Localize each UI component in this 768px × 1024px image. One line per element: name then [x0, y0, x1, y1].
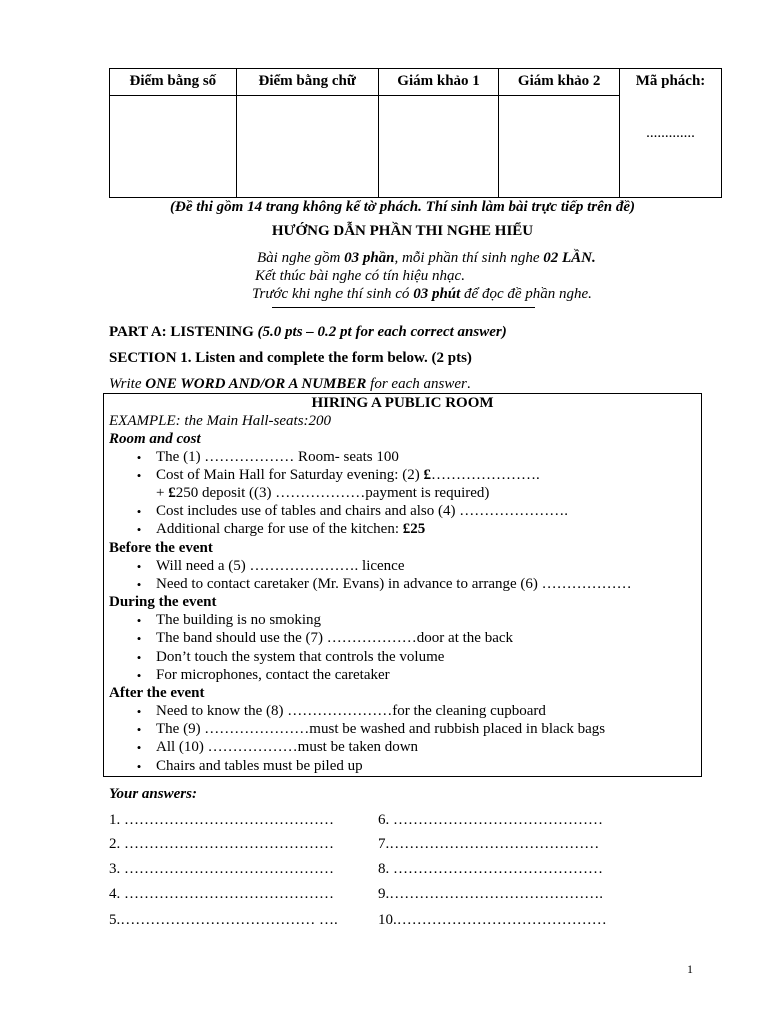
- answer-4[interactable]: 4. ……………………………………: [109, 886, 334, 902]
- answer-3[interactable]: 3. ……………………………………: [109, 861, 334, 877]
- answers-label: Your answers:: [109, 786, 197, 802]
- during-heading: During the event: [109, 594, 217, 610]
- item-7: The band should use the (7) ………………door at the back: [156, 630, 514, 646]
- answer-8[interactable]: 8. ……………………………………: [378, 861, 603, 877]
- answer-6[interactable]: 6. ……………………………………: [378, 812, 603, 828]
- item-6: Need to contact caretaker (Mr. Evans) in advance to arrange (6) ………………: [156, 576, 632, 592]
- guide-divider: [272, 307, 535, 308]
- bullet: •: [136, 704, 142, 719]
- examiner1-header: Giám khảo 1: [378, 69, 499, 96]
- answer-10[interactable]: 10.……………………………………: [378, 912, 607, 928]
- bullet: •: [136, 577, 142, 592]
- bullet: •: [136, 450, 142, 465]
- answer-2[interactable]: 2. ……………………………………: [109, 836, 334, 852]
- score-number-header: Điểm bằng số: [110, 69, 237, 96]
- score-table: [109, 68, 722, 198]
- answer-1[interactable]: 1. ……………………………………: [109, 812, 334, 828]
- item-9: The (9) …………………must be washed and rubbish placed in black bags: [156, 721, 606, 737]
- guide-line3: Trước khi nghe thí sinh có 03 phút để đọc đề phần nghe.: [252, 286, 592, 302]
- kitchen-charge: Additional charge for use of the kitchen: £25: [156, 521, 426, 537]
- examiner1-cell[interactable]: [378, 96, 499, 198]
- form-example: EXAMPLE: the Main Hall-seats:200: [109, 413, 332, 429]
- score-number-cell[interactable]: [110, 96, 237, 198]
- item-10: All (10) ………………must be taken down: [156, 739, 419, 755]
- bullet: •: [136, 650, 142, 665]
- bullet: •: [136, 631, 142, 646]
- score-words-cell[interactable]: [236, 96, 378, 198]
- bullet: •: [136, 668, 142, 683]
- answer-7[interactable]: 7.……………………………………: [378, 836, 600, 852]
- bullet: •: [136, 740, 142, 755]
- item-1: The (1) ……………… Room- seats 100: [156, 449, 399, 465]
- after-heading: After the event: [109, 685, 205, 701]
- page-number: 1: [687, 962, 693, 976]
- part-a-heading: PART A: LISTENING (5.0 pts – 0.2 pt for each correct answer): [109, 324, 507, 340]
- section1-heading: SECTION 1. Listen and complete the form below. (2 pts): [109, 350, 472, 366]
- code-header: Mã phách:: [635, 73, 706, 89]
- bullet: •: [136, 559, 142, 574]
- guide-line2: Kết thúc bài nghe có tín hiệu nhạc.: [255, 268, 465, 284]
- chairs-note: Chairs and tables must be piled up: [156, 758, 363, 774]
- volume-note: Don’t touch the system that controls the volume: [156, 649, 445, 665]
- microphone-note: For microphones, contact the caretaker: [156, 667, 390, 683]
- before-heading: Before the event: [109, 540, 213, 556]
- bullet: •: [136, 504, 142, 519]
- guide-line1: Bài nghe gồm 03 phần, mỗi phần thí sinh nghe 02 LẦN.: [257, 250, 596, 266]
- bullet: •: [136, 722, 142, 737]
- code-cell: [620, 69, 722, 198]
- code-dots: .............: [646, 125, 695, 141]
- bullet: •: [136, 759, 142, 774]
- item-2: Cost of Main Hall for Saturday evening: (2) £………………….: [156, 467, 540, 483]
- form-title: HIRING A PUBLIC ROOM: [311, 395, 494, 411]
- room-cost-heading: Room and cost: [109, 431, 201, 447]
- bullet: •: [136, 613, 142, 628]
- bullet: •: [136, 468, 142, 483]
- score-words-header: Điểm bằng chữ: [236, 69, 378, 96]
- item-4: Cost includes use of tables and chairs and also (4) ………………….: [156, 503, 569, 519]
- examiner2-cell[interactable]: [499, 96, 620, 198]
- answer-5[interactable]: 5.………………………………… ….: [109, 912, 338, 928]
- no-smoking: The building is no smoking: [156, 612, 321, 628]
- exam-note: (Đề thi gồm 14 trang không kể tờ phách. Thí sinh làm bài trực tiếp trên đề): [170, 199, 635, 215]
- item-5: Will need a (5) …………………. licence: [156, 558, 405, 574]
- examiner2-header: Giám khảo 2: [499, 69, 620, 96]
- item-3: + £250 deposit ((3) ………………payment is required): [156, 485, 490, 501]
- item-8: Need to know the (8) …………………for the cleaning cupboard: [156, 703, 546, 719]
- guide-title: HƯỚNG DẪN PHẦN THI NGHE HIỂU: [271, 223, 534, 239]
- bullet: •: [136, 522, 142, 537]
- answer-9[interactable]: 9.…………………………………….: [378, 886, 603, 902]
- section1-instructions: Write ONE WORD AND/OR A NUMBER for each answer.: [109, 376, 471, 392]
